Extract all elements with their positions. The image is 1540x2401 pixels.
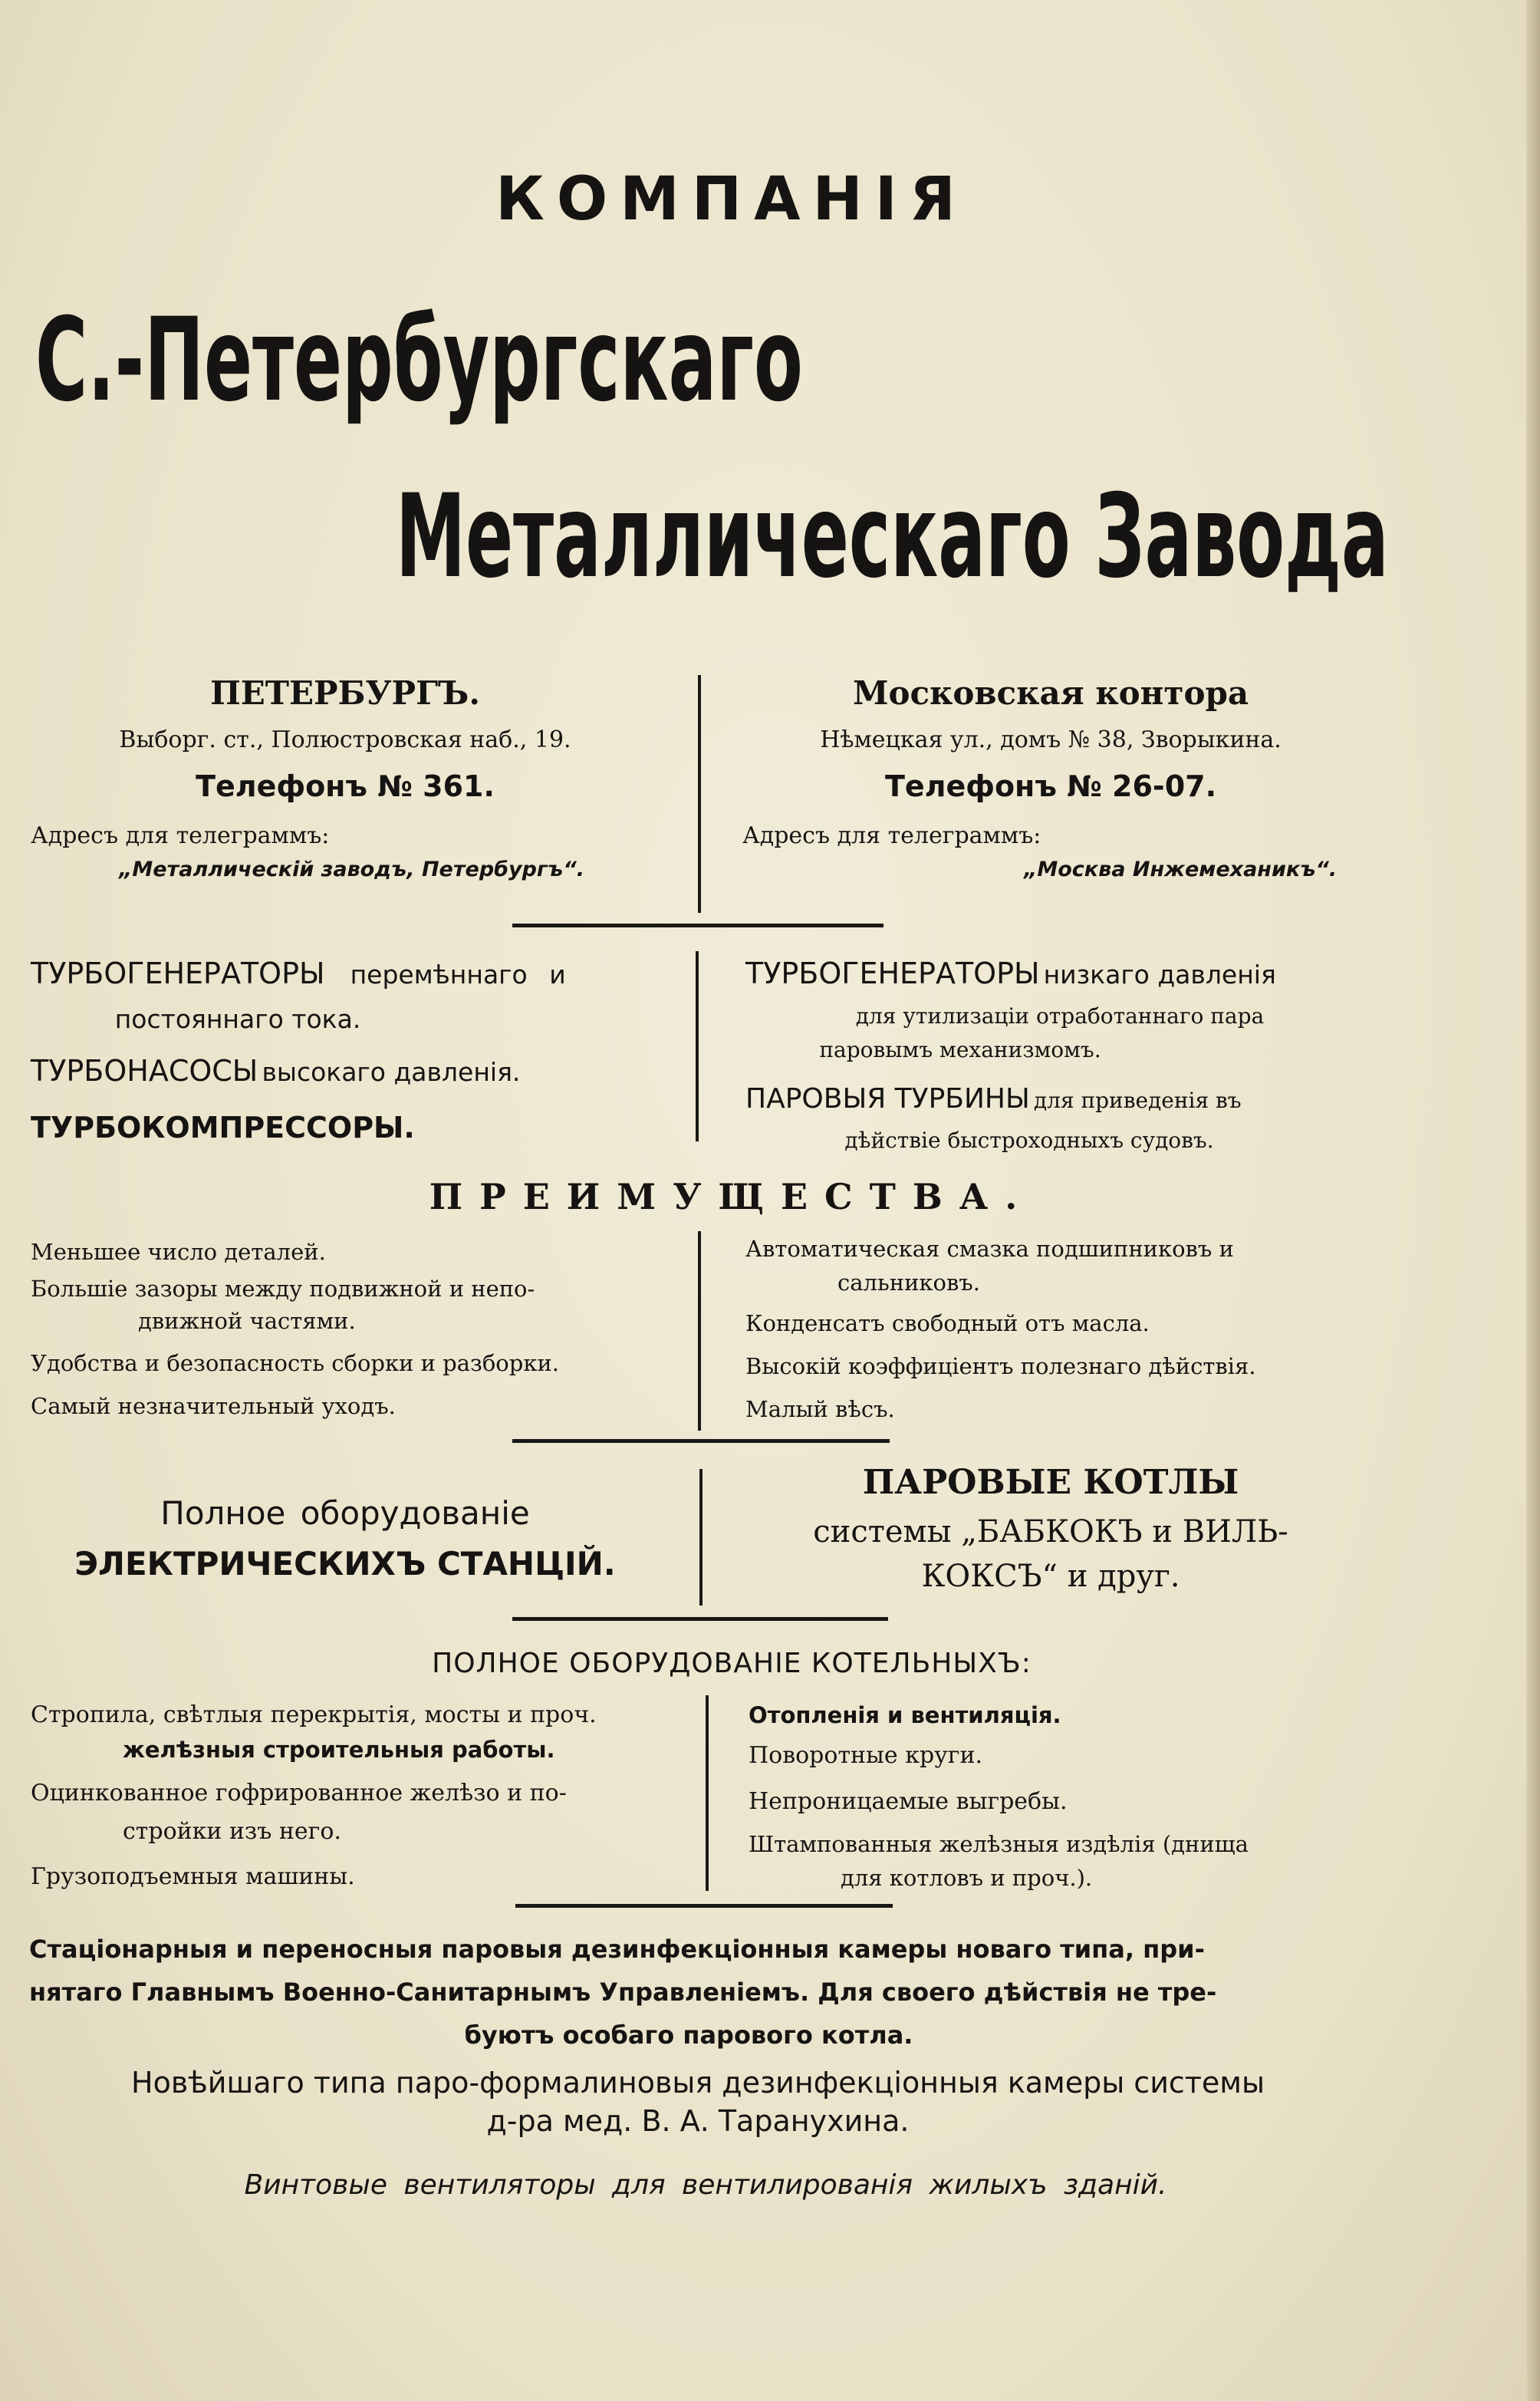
office-moscow-telegram: „Москва Инжемеханикъ“.: [1024, 858, 1338, 881]
equipment-divider: [699, 1469, 703, 1606]
rule-4: [515, 1904, 893, 1908]
equipment-left: [15, 1488, 675, 1589]
office-petersburg-telegram-label: Адресъ для телеграммъ:: [31, 822, 330, 849]
boilers-item: Стропила, свѣтлыя перекрытія, мосты и проч.: [31, 1701, 597, 1728]
advantage-item: Самый незначительный уходъ.: [31, 1393, 396, 1419]
rule-1: [512, 924, 884, 927]
offices-divider: [698, 675, 701, 913]
boilers-item: стройки изъ него.: [123, 1818, 341, 1845]
company-name-line1: С.-Петербургскаго: [35, 294, 803, 427]
boilers-item: Поворотные круги.: [749, 1742, 983, 1769]
equipment-left-line2: ЭЛЕКТРИЧЕСКИХЪ СТАНЦІЙ.: [74, 1545, 616, 1583]
advantages-title: ПРЕИМУЩЕСТВА.: [429, 1176, 1035, 1217]
advantages-divider: [698, 1231, 701, 1431]
boilers-item: для котловъ и проч.).: [841, 1865, 1093, 1891]
boilers-steam-line2: системы „БАБКОКЪ и ВИЛЬ-: [813, 1514, 1288, 1550]
boilers-steam-line3: КОКСЪ“ и друг.: [921, 1559, 1180, 1594]
boilers-item: Грузоподъемныя машины.: [31, 1863, 355, 1890]
office-petersburg-telegram: „Металлическій заводъ, Петербургъ“.: [119, 858, 584, 881]
advantage-item: Автоматическая смазка подшипниковъ и: [745, 1236, 1234, 1262]
office-moscow-address: Нѣмецкая ул., домъ № 38, Зворыкина.: [820, 726, 1282, 753]
boilers-steam-title: ПАРОВЫЕ КОТЛЫ: [862, 1463, 1239, 1502]
boilers-left: [31, 1697, 690, 1902]
office-moscow: [721, 669, 1380, 810]
advantages-right: [745, 1231, 1374, 1431]
office-petersburg-phone: Телефонъ № 361.: [196, 769, 495, 803]
footer-disinfection-bold: Стаціонарныя и переносныя паровыя дезинфекціонныя камеры новаго типа, при- нятаго Главнымъ Военно-Санитарнымъ Управленіемъ. Для своего дѣйствія не тре- буютъ особаго парового котла.: [29, 1935, 1217, 2050]
boilers-item: Штампованныя желѣзныя издѣлія (днища: [749, 1831, 1249, 1857]
products-left: ТУРБОГЕНЕРАТОРЫ перемѣннаго и постояннаго тока. ТУРБОНАСОСЫ высокаго давленія. ТУРБОКОМПРЕССОРЫ.: [31, 957, 566, 1145]
office-petersburg-title: ПЕТЕРБУРГЪ.: [210, 674, 480, 712]
advantage-item: сальниковъ.: [837, 1270, 980, 1296]
page-edge: [1526, 0, 1540, 2401]
footer-disinfection-plain: Новѣйшаго типа паро-формалиновыя дезинфекціонныя камеры системы д-ра мед. В. А. Таранухина.: [131, 2066, 1265, 2138]
boilers-title: ПОЛНОЕ ОБОРУДОВАНІЕ КОТЕЛЬНЫХЪ:: [432, 1648, 1032, 1679]
office-petersburg: [15, 669, 675, 810]
advantage-item: Удобства и безопасность сборки и разборки.: [31, 1350, 560, 1376]
advantage-item: Конденсатъ свободный отъ масла.: [745, 1310, 1150, 1336]
boilers-divider: [706, 1695, 709, 1891]
products-right: ТУРБОГЕНЕРАТОРЫ низкаго давленія для утилизаціи отработаннаго пара паровымъ механизмомъ. ПАРОВЫЯ ТУРБИНЫ для приведенія въ дѣйствіе быстроходныхъ судовъ.: [745, 957, 1276, 1153]
equipment-left-line1: Полное оборудованіе: [160, 1494, 530, 1532]
boilers-right: [749, 1697, 1370, 1893]
company-name-line2: Металлическаго Завода: [396, 470, 1389, 604]
rule-2: [512, 1439, 890, 1443]
advantage-item: Высокій коэффиціентъ полезнаго дѣйствія.: [745, 1353, 1256, 1379]
boilers-item: Оцинкованное гофрированное желѣзо и по-: [31, 1780, 567, 1807]
products-divider: [696, 951, 699, 1141]
office-petersburg-address: Выборг. ст., Полюстровская наб., 19.: [119, 726, 571, 753]
boilers-item: Непроницаемые выгребы.: [749, 1788, 1068, 1815]
advantages-left: [31, 1231, 675, 1426]
advantage-item: Большіе зазоры между подвижной и непо-: [31, 1276, 535, 1302]
advantage-item: движной частями.: [138, 1308, 356, 1334]
office-moscow-phone: Телефонъ № 26-07.: [884, 769, 1217, 803]
office-moscow-title: Московская контора: [852, 674, 1249, 712]
advantage-item: Малый вѣсъ.: [745, 1396, 895, 1422]
equipment-right: [721, 1456, 1380, 1599]
rule-3: [512, 1617, 888, 1621]
company-label: КОМПАНІЯ: [495, 165, 968, 234]
boilers-item: желѣзныя строительныя работы.: [123, 1737, 555, 1763]
footer-ventilators: Винтовые вентиляторы для вентилированія жилыхъ зданій.: [244, 2169, 1167, 2201]
advantage-item: Меньшее число деталей.: [31, 1239, 326, 1265]
boilers-item: Отопленія и вентиляція.: [749, 1702, 1061, 1728]
office-moscow-telegram-label: Адресъ для телеграммъ:: [742, 822, 1041, 849]
